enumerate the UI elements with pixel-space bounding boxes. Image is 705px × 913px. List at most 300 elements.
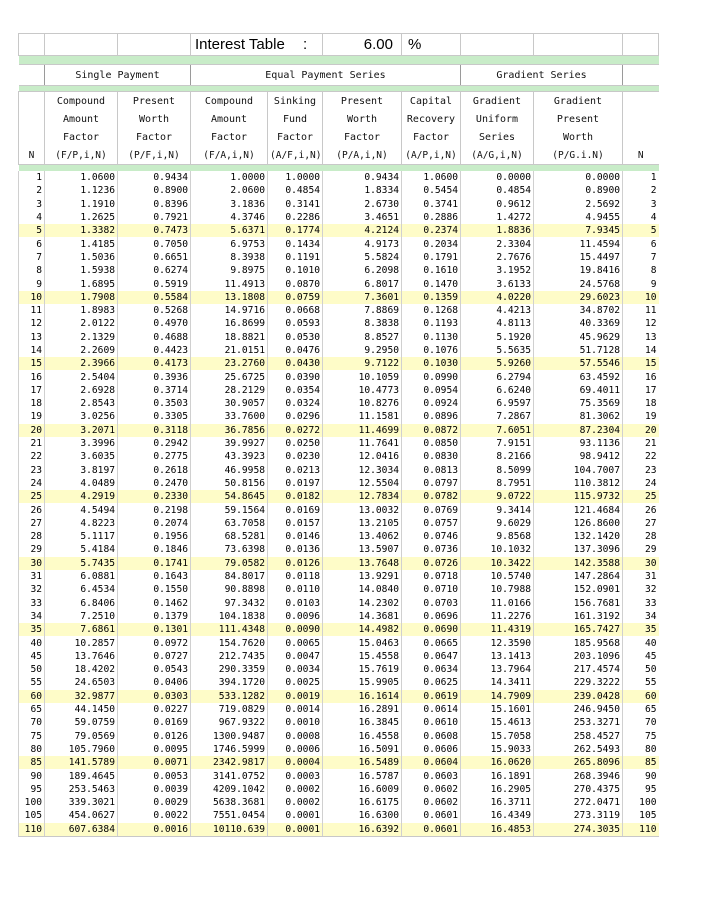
cell-pa: 3.4651 [323,211,402,224]
cell-af: 0.1434 [268,237,323,250]
cell-af: 0.0197 [268,477,323,490]
cell-pg: 156.7681 [534,597,623,610]
cell-ap: 0.0797 [402,477,461,490]
cell-fa: 90.8898 [191,583,268,596]
cell-fp: 3.0256 [45,410,118,423]
cell-pg: 203.1096 [534,650,623,663]
cell-fa: 4209.1042 [191,783,268,796]
cell-af: 0.0065 [268,636,323,649]
cell-pg: 75.3569 [534,397,623,410]
table-row [19,557,659,570]
cell-pf: 0.0972 [118,636,191,649]
cell-pa: 5.5824 [323,251,402,264]
cell-pf: 0.2074 [118,517,191,530]
cell-fa: 36.7856 [191,424,268,437]
cell-n2: 35 [623,623,659,636]
cell-fa: 104.1838 [191,610,268,623]
cell-fp: 32.9877 [45,690,118,703]
table-row [19,583,659,596]
title-colon: : [302,36,308,53]
cell-fp: 24.6503 [45,676,118,689]
cell-fp: 4.8223 [45,517,118,530]
table-row [19,264,659,277]
cell-af: 0.0002 [268,783,323,796]
table-row [19,410,659,423]
cell-fp: 1.7908 [45,291,118,304]
cell-ag: 7.9151 [461,437,534,450]
cell-pf: 0.8900 [118,184,191,197]
cell-pa: 14.0840 [323,583,402,596]
cell-n2: 33 [623,597,659,610]
cell-n2: 80 [623,743,659,756]
cell-af: 1.0000 [268,171,323,184]
cell-fa: 18.8821 [191,331,268,344]
cell-fa: 1300.9487 [191,729,268,742]
group-single-payment: Single Payment [45,65,191,86]
cell-pa: 7.3601 [323,291,402,304]
cell-ap: 0.0830 [402,450,461,463]
cell-fp: 105.7960 [45,743,118,756]
cell-ap: 0.1610 [402,264,461,277]
cell-ap: 0.0746 [402,530,461,543]
cell-n: 17 [19,384,45,397]
cell-pa: 15.4558 [323,650,402,663]
header-cell [623,92,659,111]
cell-ag: 6.2794 [461,370,534,383]
cell-fp: 2.5404 [45,370,118,383]
cell-af: 0.0157 [268,517,323,530]
cell-fp: 2.3966 [45,357,118,370]
table-row [19,769,659,782]
cell-af: 0.0014 [268,703,323,716]
cell-ag: 16.0620 [461,756,534,769]
cell-pf: 0.1956 [118,530,191,543]
cell-pg: 40.3369 [534,317,623,330]
cell-fa: 23.2760 [191,357,268,370]
table-row [19,570,659,583]
cell-ap: 0.2886 [402,211,461,224]
cell-fa: 46.9958 [191,464,268,477]
cell-n2: 27 [623,517,659,530]
cell-pg: 152.0901 [534,583,623,596]
table-row [19,344,659,357]
cell-pa: 16.6175 [323,796,402,809]
header-cell: Factor [402,128,461,146]
cell-ap: 1.0600 [402,171,461,184]
cell-pf: 0.2942 [118,437,191,450]
cell-ap: 0.0606 [402,743,461,756]
cell-af: 0.0169 [268,503,323,516]
cell-pa: 8.8527 [323,331,402,344]
table-row [19,184,659,197]
cell-ag: 11.0166 [461,597,534,610]
cell-pf: 0.3936 [118,370,191,383]
cell-n: 16 [19,370,45,383]
cell-af: 0.0110 [268,583,323,596]
cell-n2: 17 [623,384,659,397]
cell-af: 0.0530 [268,331,323,344]
header-line-2 [19,110,659,128]
cell-fp: 141.5789 [45,756,118,769]
cell-pf: 0.5584 [118,291,191,304]
cell-ag: 8.7951 [461,477,534,490]
cell-fa: 10110.639 [191,823,268,837]
cell-pa: 0.9434 [323,171,402,184]
table-row [19,304,659,317]
cell-fp: 1.5938 [45,264,118,277]
cell-n2: 31 [623,570,659,583]
table-row [19,291,659,304]
cell-n2: 100 [623,796,659,809]
cell-pg: 229.3222 [534,676,623,689]
header-cell: Amount [45,110,118,128]
header-cell: Worth [534,128,623,146]
cell-n2: 22 [623,450,659,463]
cell-n2: 50 [623,663,659,676]
cell-n2: 90 [623,769,659,782]
cell-pf: 0.0169 [118,716,191,729]
cell-pf: 0.8396 [118,198,191,211]
cell-pg: 147.2864 [534,570,623,583]
table-row [19,450,659,463]
cell-ag: 10.5740 [461,570,534,583]
cell-pa: 14.2302 [323,597,402,610]
cell-fa: 25.6725 [191,370,268,383]
cell-ap: 0.0924 [402,397,461,410]
cell-af: 0.0759 [268,291,323,304]
cell-pf: 0.0071 [118,756,191,769]
cell-fp: 4.0489 [45,477,118,490]
cell-n2: 1 [623,171,659,184]
cell-pg: 274.3035 [534,823,623,837]
cell-n: 23 [19,464,45,477]
cell-pf: 0.2470 [118,477,191,490]
table-row [19,623,659,636]
table-row [19,370,659,383]
cell-ap: 0.0602 [402,796,461,809]
cell-fp: 59.0759 [45,716,118,729]
cell-ap: 0.0614 [402,703,461,716]
cell-ag: 10.1032 [461,543,534,556]
cell-pg: 137.3096 [534,543,623,556]
cell-pf: 0.2330 [118,490,191,503]
cell-ap: 0.0718 [402,570,461,583]
cell-fp: 6.4534 [45,583,118,596]
table-row [19,490,659,503]
table-row [19,636,659,649]
cell-ag: 14.3411 [461,676,534,689]
cell-pa: 14.4982 [323,623,402,636]
cell-ag: 7.2867 [461,410,534,423]
cell-pg: 45.9629 [534,331,623,344]
cell-n2: 18 [623,397,659,410]
cell-fa: 30.9057 [191,397,268,410]
cell-n: 4 [19,211,45,224]
cell-n: 11 [19,304,45,317]
cell-n2: 10 [623,291,659,304]
cell-af: 0.1010 [268,264,323,277]
cell-ap: 0.1030 [402,357,461,370]
cell-fp: 2.0122 [45,317,118,330]
cell-fp: 6.8406 [45,597,118,610]
cell-fa: 43.3923 [191,450,268,463]
cell-n: 29 [19,543,45,556]
cell-ag: 8.5099 [461,464,534,477]
header-cell: Factor [268,128,323,146]
table-row [19,610,659,623]
cell-n: 80 [19,743,45,756]
table-row [19,716,659,729]
cell-n2: 20 [623,424,659,437]
cell-fa: 63.7058 [191,517,268,530]
cell-pf: 0.7921 [118,211,191,224]
cell-fp: 5.7435 [45,557,118,570]
cell-n2: 11 [623,304,659,317]
cell-af: 0.0390 [268,370,323,383]
cell-af: 0.0118 [268,570,323,583]
interest-rate: 6.00 [323,34,402,56]
cell-fa: 111.4348 [191,623,268,636]
cell-fa: 7551.0454 [191,809,268,822]
cell-pg: 81.3062 [534,410,623,423]
cell-af: 0.0136 [268,543,323,556]
cell-pa: 14.3681 [323,610,402,623]
table-row [19,703,659,716]
cell-pg: 270.4375 [534,783,623,796]
cell-n2: 2 [623,184,659,197]
header-cell [623,128,659,146]
table-row [19,224,659,237]
cell-pa: 12.3034 [323,464,402,477]
cell-ag: 4.0220 [461,291,534,304]
cell-pa: 8.3838 [323,317,402,330]
cell-af: 0.0430 [268,357,323,370]
cell-af: 0.0025 [268,676,323,689]
cell-ag: 4.4213 [461,304,534,317]
cell-pf: 0.3714 [118,384,191,397]
table-row [19,530,659,543]
cell-n: 100 [19,796,45,809]
cell-pf: 0.0543 [118,663,191,676]
table-row [19,597,659,610]
cell-fp: 1.8983 [45,304,118,317]
cell-ap: 0.0872 [402,424,461,437]
cell-pa: 13.2105 [323,517,402,530]
header-cell: Factor [191,128,268,146]
cell-n2: 13 [623,331,659,344]
cell-n2: 34 [623,610,659,623]
cell-af: 0.0047 [268,650,323,663]
cell-pg: 51.7128 [534,344,623,357]
table-row [19,237,659,250]
cell-pg: 165.7427 [534,623,623,636]
cell-n: 26 [19,503,45,516]
table-row [19,796,659,809]
cell-fp: 339.3021 [45,796,118,809]
cell-af: 0.0006 [268,743,323,756]
table-row [19,277,659,290]
cell-ag: 10.7988 [461,583,534,596]
cell-ap: 0.0850 [402,437,461,450]
cell-pf: 0.1379 [118,610,191,623]
cell-ap: 0.0601 [402,823,461,837]
cell-pf: 0.4688 [118,331,191,344]
cell-ap: 0.0703 [402,597,461,610]
cell-n: 18 [19,397,45,410]
cell-fp: 1.3382 [45,224,118,237]
cell-pg: 268.3946 [534,769,623,782]
cell-fa: 967.9322 [191,716,268,729]
cell-pg: 104.7007 [534,464,623,477]
cell-pg: 93.1136 [534,437,623,450]
cell-af: 0.0008 [268,729,323,742]
cell-ag: 5.9260 [461,357,534,370]
cell-pg: 0.8900 [534,184,623,197]
cell-af: 0.0004 [268,756,323,769]
cell-pa: 16.6009 [323,783,402,796]
cell-pf: 0.6274 [118,264,191,277]
cell-pf: 0.0303 [118,690,191,703]
cell-fp: 4.2919 [45,490,118,503]
cell-n: 31 [19,570,45,583]
cell-n: 30 [19,557,45,570]
cell-n: 15 [19,357,45,370]
header-cell: Capital [402,92,461,111]
cell-fa: 719.0829 [191,703,268,716]
cell-ag: 16.1891 [461,769,534,782]
cell-ap: 0.1470 [402,277,461,290]
table-row [19,809,659,822]
cell-af: 0.4854 [268,184,323,197]
cell-pf: 0.1550 [118,583,191,596]
table-row [19,477,659,490]
header-cell: Uniform [461,110,534,128]
cell-pg: 69.4011 [534,384,623,397]
cell-ag: 10.3422 [461,557,534,570]
cell-pf: 0.0039 [118,783,191,796]
cell-fa: 2.0600 [191,184,268,197]
header-cell: (A/F,i,N) [268,146,323,165]
cell-pa: 4.9173 [323,237,402,250]
cell-pg: 161.3192 [534,610,623,623]
cell-n: 8 [19,264,45,277]
table-row [19,690,659,703]
cell-ap: 0.0608 [402,729,461,742]
cell-ag: 1.4272 [461,211,534,224]
cell-n: 14 [19,344,45,357]
cell-fp: 3.3996 [45,437,118,450]
cell-pa: 2.6730 [323,198,402,211]
cell-pf: 0.1301 [118,623,191,636]
header-cell [623,110,659,128]
cell-n: 21 [19,437,45,450]
cell-pg: 258.4527 [534,729,623,742]
cell-fa: 9.8975 [191,264,268,277]
header-cell: Gradient [461,92,534,111]
cell-n2: 7 [623,251,659,264]
cell-ag: 1.8836 [461,224,534,237]
header-cell: Compound [191,92,268,111]
cell-pg: 63.4592 [534,370,623,383]
cell-n2: 29 [623,543,659,556]
cell-pa: 16.6392 [323,823,402,837]
header-cell: Factor [323,128,402,146]
header-cell: Factor [45,128,118,146]
cell-fa: 84.8017 [191,570,268,583]
cell-n: 19 [19,410,45,423]
cell-pa: 10.8276 [323,397,402,410]
cell-ag: 16.4349 [461,809,534,822]
band-top [19,56,659,65]
cell-pg: 253.3271 [534,716,623,729]
table-row [19,729,659,742]
cell-n: 33 [19,597,45,610]
cell-pg: 24.5768 [534,277,623,290]
cell-n: 40 [19,636,45,649]
cell-ap: 0.0610 [402,716,461,729]
cell-fp: 2.1329 [45,331,118,344]
cell-ap: 0.0603 [402,769,461,782]
cell-fa: 21.0151 [191,344,268,357]
cell-fa: 3.1836 [191,198,268,211]
header-cell: Present [534,110,623,128]
title-label [191,34,323,56]
cell-fa: 3141.0752 [191,769,268,782]
cell-fp: 10.2857 [45,636,118,649]
cell-pg: 110.3812 [534,477,623,490]
cell-pf: 0.9434 [118,171,191,184]
table-row [19,171,659,184]
cell-n2: 16 [623,370,659,383]
cell-n: 5 [19,224,45,237]
cell-fp: 4.5494 [45,503,118,516]
cell-af: 0.0001 [268,809,323,822]
header-cell: Present [323,92,402,111]
cell-n: 90 [19,769,45,782]
cell-fa: 2342.9817 [191,756,268,769]
cell-pa: 16.5091 [323,743,402,756]
interest-table-sheet [18,33,658,837]
cell-n: 110 [19,823,45,837]
cell-af: 0.0010 [268,716,323,729]
cell-ag: 2.3304 [461,237,534,250]
cell-pf: 0.1462 [118,597,191,610]
cell-n: 1 [19,171,45,184]
cell-af: 0.0103 [268,597,323,610]
cell-fp: 607.6384 [45,823,118,837]
header-line-1 [19,92,659,111]
cell-pf: 0.2618 [118,464,191,477]
table-row [19,676,659,689]
cell-fa: 59.1564 [191,503,268,516]
cell-ap: 0.1268 [402,304,461,317]
cell-pf: 0.0016 [118,823,191,837]
title-text: Interest Table [195,36,285,53]
cell-n: 7 [19,251,45,264]
title-row [19,34,659,56]
cell-ap: 0.0696 [402,610,461,623]
cell-ag: 16.2905 [461,783,534,796]
cell-ap: 0.1076 [402,344,461,357]
cell-n: 70 [19,716,45,729]
cell-n2: 70 [623,716,659,729]
cell-n2: 40 [623,636,659,649]
cell-ap: 0.1791 [402,251,461,264]
cell-af: 0.3141 [268,198,323,211]
cell-ap: 0.0769 [402,503,461,516]
cell-n: 25 [19,490,45,503]
cell-pf: 0.3305 [118,410,191,423]
